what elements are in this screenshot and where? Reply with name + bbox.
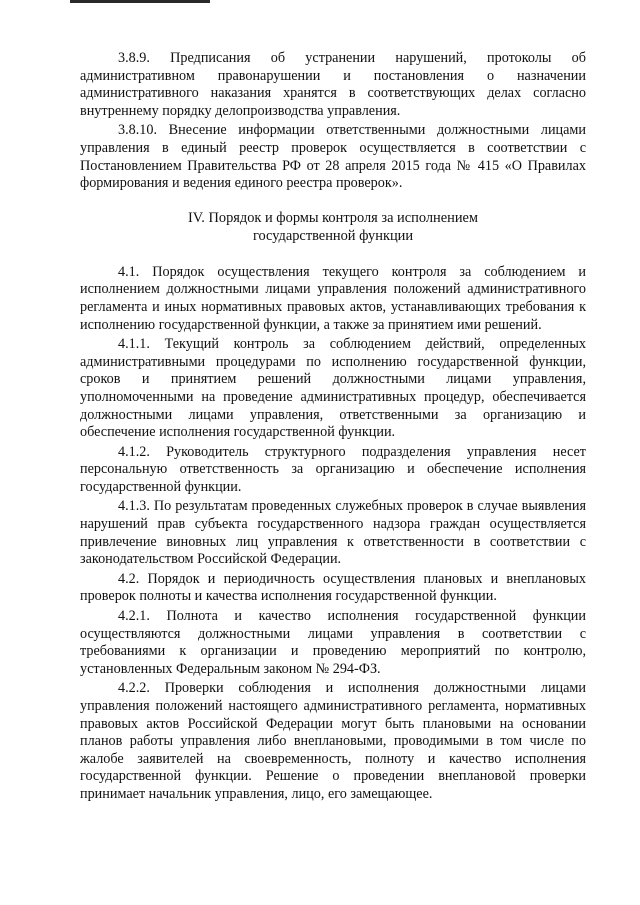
paragraph-4-1: 4.1. Порядок осуществления текущего контроля за соблюдением и исполнением должностными лицами управления положений административного регламента и иных нормативных правовых актов, устанавливающих требования к исполнению государственной функции, а также за принятием ими решений. <box>80 263 586 333</box>
paragraph-4-2-2: 4.2.2. Проверки соблюдения и исполнения должностными лицами управления положений настоящего административного регламента, нормативных правовых актов Российской Федерации могут быть плановыми на основании планов работы управления либо внеплановыми, проводимыми в том числе по жалобе заявителей на своевременность, полноту и качество исполнения государственной функции. Решение о проведении внеплановой проверки принимает начальник управления, лицо, его замещающее. <box>80 680 586 802</box>
paragraph-4-1-3: 4.1.3. По результатам проведенных служебных проверок в случае выявления нарушений прав субъекта государственного надзора граждан осуществляется привлечение виновных лиц управления к ответственности в соответствии с законодательством Российской Федерации. <box>80 498 586 568</box>
section-heading <box>80 209 586 245</box>
paragraph-4-2: 4.2. Порядок и периодичность осуществления плановых и внеплановых проверок полноты и качества исполнения государственной функции. <box>80 570 586 605</box>
scan-edge-mark <box>70 0 210 3</box>
paragraph-4-1-2: 4.1.2. Руководитель структурного подразделения управления несет персональную ответственность за организацию и обеспечение исполнения государственной функции. <box>80 443 586 495</box>
section-heading-line2: государственной функции <box>252 227 414 244</box>
paragraph-4-2-1: 4.2.1. Полнота и качество исполнения государственной функции осуществляются должностными лицами управления в соответствии с требованиями к организации и проведению мероприятий по контролю, установленных Федеральным законом № 294-ФЗ. <box>80 608 586 677</box>
paragraph-3-8-9: 3.8.9. Предписания об устранении нарушений, протоколы об административном правонарушении и постановления о назначении административного наказания хранятся в соответствующих делах согласно внутреннему порядку делопроизводства управления. <box>80 50 586 119</box>
document-body <box>80 50 586 806</box>
section-heading-line1: IV. Порядок и формы контроля за исполнением <box>187 209 479 226</box>
paragraph-4-1-1: 4.1.1. Текущий контроль за соблюдением действий, определенных административными процедурами по исполнению государственной функции, сроков и принятием решений должностными лицами управления, уполномоченными на проведение административных процедур, обеспечивается должностными лицами управления, ответственными за организацию и обеспечение исполнения государственной функции. <box>80 336 586 441</box>
paragraph-3-8-10: 3.8.10. Внесение информации ответственными должностными лицами управления в единый реестр проверок осуществляется в соответствии с Постановлением Правительства РФ от 28 апреля 2015 года № 415 «О Правилах формирования и ведения единого реестра проверок». <box>80 122 586 192</box>
